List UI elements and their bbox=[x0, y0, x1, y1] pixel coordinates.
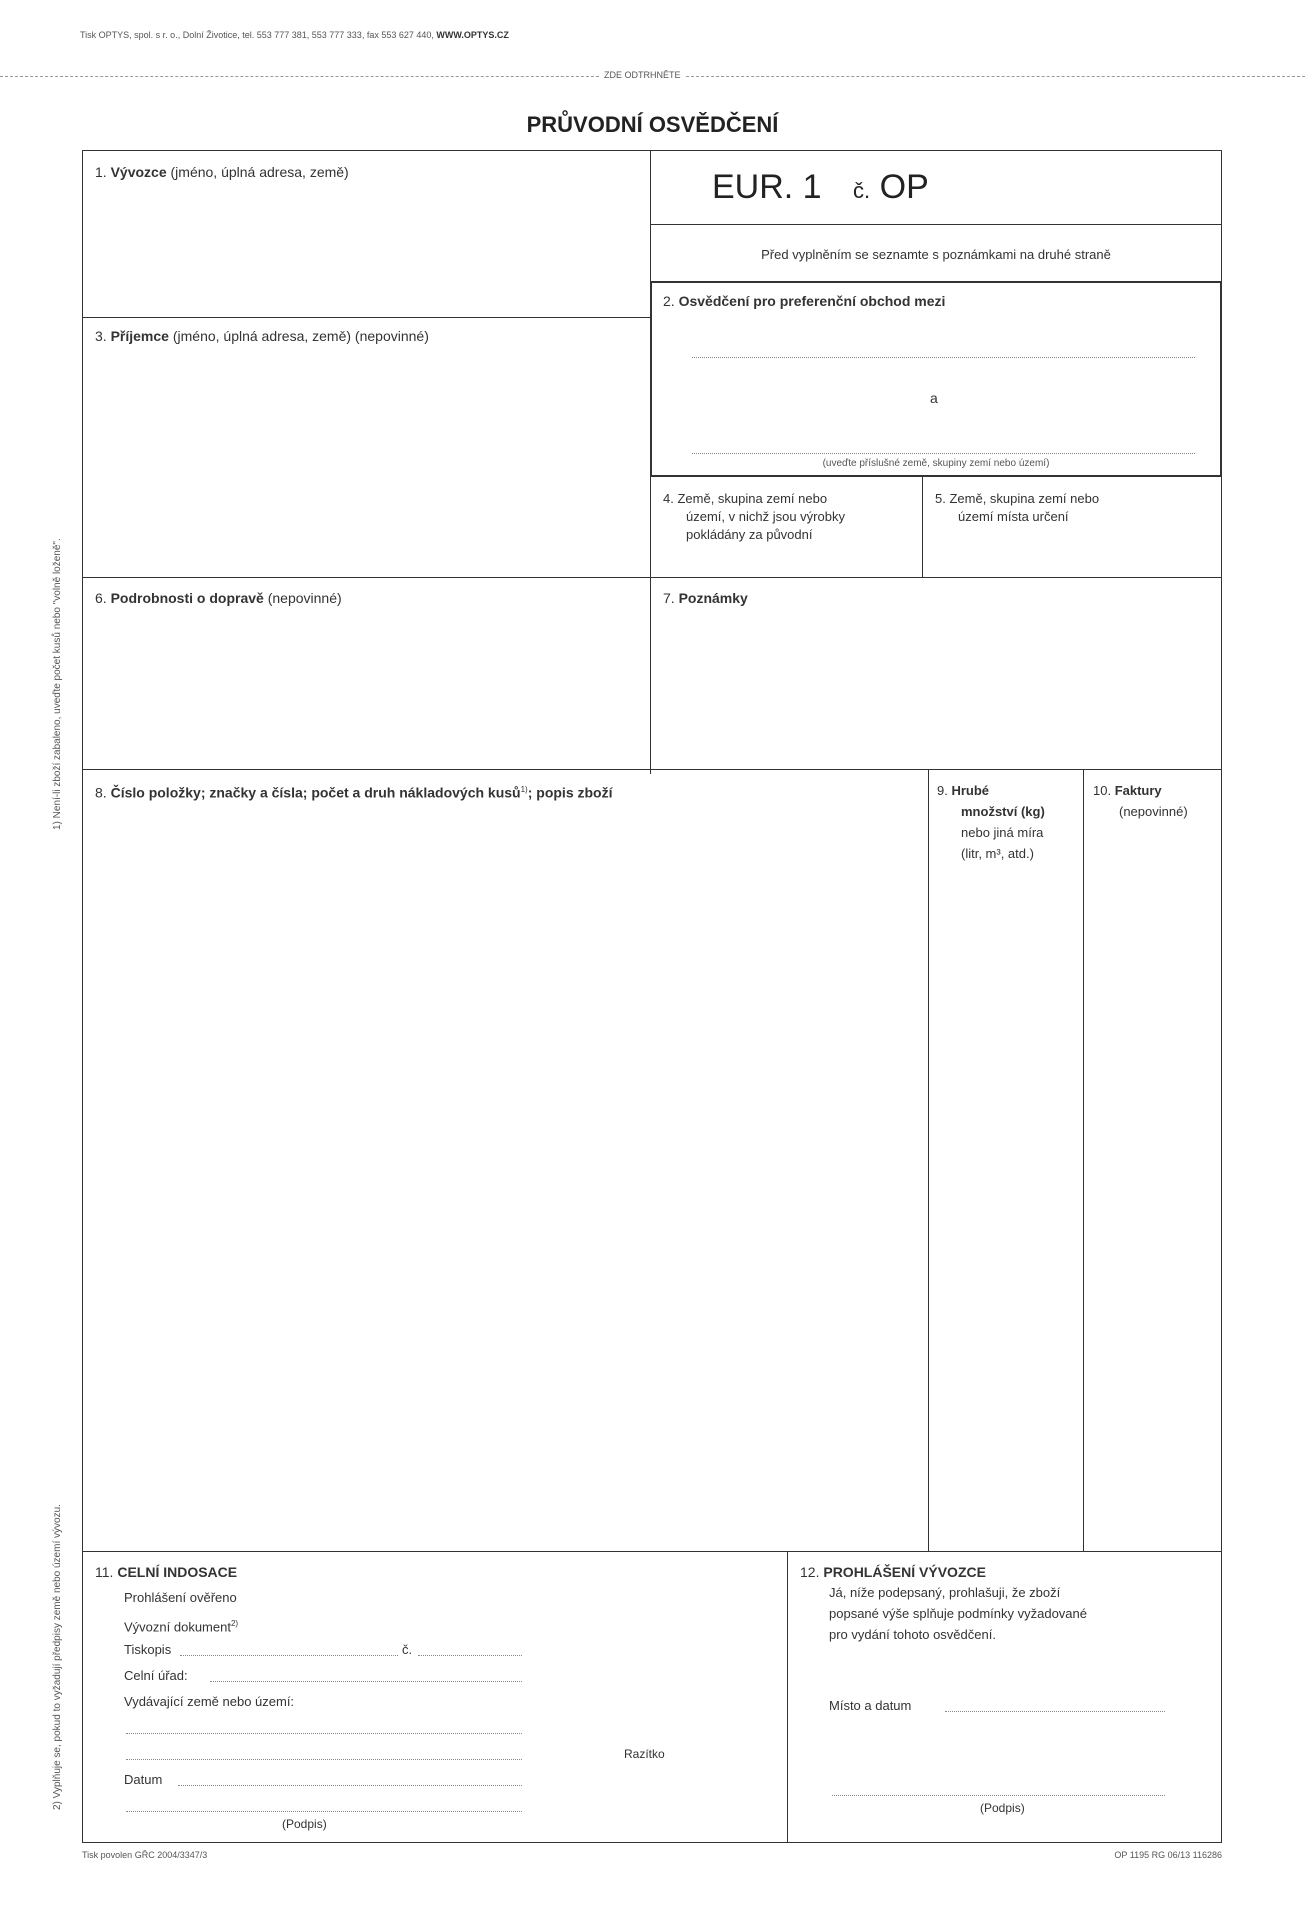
box11-export-doc bbox=[124, 1614, 238, 1637]
box4-text1: Země, skupina zemí nebo bbox=[677, 491, 828, 506]
divider bbox=[1083, 769, 1084, 1551]
box2-title: Osvědčení pro preferenční obchod mezi bbox=[678, 293, 946, 309]
box11-country-field-2[interactable] bbox=[126, 1759, 522, 1760]
printer-info bbox=[80, 30, 509, 40]
box4-text2: území, v nichž jsou výrobky bbox=[686, 509, 845, 524]
side-note-1: 1) Není-li zboží zabaleno, uveďte počet kusů nebo "volně loženě". bbox=[52, 538, 63, 830]
box9-title1: Hrubé bbox=[951, 783, 990, 798]
gross-mass-field[interactable] bbox=[930, 880, 1081, 1549]
divider bbox=[650, 577, 651, 769]
box10-label bbox=[1093, 780, 1188, 822]
box11-office-label: Celní úřad: bbox=[124, 1668, 188, 1683]
box8-num: 8. bbox=[95, 784, 107, 801]
note-before: Před vyplněním se seznamte s poznámkami na druhé straně bbox=[761, 247, 1111, 262]
box8-label bbox=[95, 780, 612, 803]
box12-declaration bbox=[829, 1582, 1087, 1645]
box11-signature-field[interactable] bbox=[126, 1811, 522, 1812]
box11-stamp: Razítko bbox=[624, 1747, 665, 1761]
box6-num: 6. bbox=[95, 590, 107, 606]
box12-l1: Já, níže podepsaný, prohlašuji, že zboží bbox=[829, 1585, 1061, 1600]
box4-num: 4. bbox=[663, 491, 674, 506]
eur1-heading bbox=[712, 168, 929, 207]
box11-no-field[interactable] bbox=[418, 1655, 522, 1656]
printer-text: Tisk OPTYS, spol. s r. o., Dolní Životice, tel. 553 777 381, 553 777 333, fax 553 627 440, bbox=[80, 30, 434, 40]
divider bbox=[82, 317, 650, 318]
form-title: PRŮVODNÍ OSVĚDČENÍ bbox=[526, 112, 779, 137]
box12-place-field[interactable] bbox=[945, 1711, 1165, 1712]
box4-label bbox=[663, 490, 845, 544]
box3-title: Příjemce bbox=[110, 328, 169, 344]
footer-right: OP 1195 RG 06/13 116286 bbox=[1114, 1850, 1222, 1860]
box2-hint: (uveďte příslušné země, skupiny zemí nebo území) bbox=[822, 458, 1050, 469]
box6-label bbox=[95, 588, 342, 608]
box9-title2: množství (kg) bbox=[961, 804, 1045, 819]
box11-form-label: Tiskopis bbox=[124, 1642, 172, 1657]
box1-rest: (jméno, úplná adresa, země) bbox=[170, 164, 349, 180]
box11-office-field[interactable] bbox=[210, 1681, 522, 1682]
box5-num: 5. bbox=[935, 491, 946, 506]
printer-web: WWW.OPTYS.CZ bbox=[436, 30, 509, 40]
box2-line2[interactable] bbox=[692, 453, 1195, 454]
box11-form-field[interactable] bbox=[180, 1655, 398, 1656]
box12-l3: pro vydání tohoto osvědčení. bbox=[829, 1627, 996, 1642]
box2-label bbox=[663, 291, 945, 311]
box11-country-field-1[interactable] bbox=[126, 1733, 522, 1734]
box10-num: 10. bbox=[1093, 783, 1112, 798]
box9-label bbox=[937, 780, 1045, 864]
box7-title: Poznámky bbox=[678, 590, 748, 606]
cislo-label: č. bbox=[853, 178, 871, 203]
box11-date-field[interactable] bbox=[178, 1785, 522, 1786]
box11-export-doc-text: Vývozní dokument bbox=[124, 1619, 231, 1635]
box12-place-label: Místo a datum bbox=[829, 1698, 912, 1713]
box5-label bbox=[935, 490, 1099, 526]
box12-label bbox=[800, 1562, 986, 1582]
op-label: OP bbox=[879, 168, 929, 206]
divider bbox=[82, 769, 1222, 770]
box11-label bbox=[95, 1562, 237, 1582]
box1-title: Vývozce bbox=[110, 164, 167, 180]
eur-label: EUR. 1 bbox=[712, 168, 822, 206]
box9-line3: nebo jiná míra bbox=[961, 825, 1044, 840]
box7-label bbox=[663, 588, 748, 608]
box7-num: 7. bbox=[663, 590, 675, 606]
transport-field[interactable] bbox=[84, 612, 648, 767]
box12-l2: popsané výše splňuje podmínky vyžadované bbox=[829, 1606, 1087, 1621]
box11-num: 11. bbox=[95, 1564, 114, 1580]
box11-country-label: Vydávající země nebo území: bbox=[124, 1694, 295, 1709]
divider bbox=[787, 1551, 788, 1843]
side-note-2: 2) Vyplňuje se, pokud to vyžadují předpisy země nebo území vývozu. bbox=[52, 1504, 63, 1810]
box8-title: Číslo položky; značky a čísla; počet a druh nákladových kusů bbox=[110, 784, 521, 801]
divider bbox=[650, 224, 1222, 225]
box2-num: 2. bbox=[663, 293, 675, 309]
tear-label: ZDE ODTRHNĚTE bbox=[600, 70, 685, 80]
box3-num: 3. bbox=[95, 328, 107, 344]
box11-export-doc-sup: 2) bbox=[230, 1619, 239, 1628]
box6-title: Podrobnosti o dopravě bbox=[110, 590, 264, 606]
box8-sup: 1) bbox=[520, 785, 528, 794]
box12-sign: (Podpis) bbox=[980, 1801, 1025, 1815]
box12-title: PROHLÁŠENÍ VÝVOZCE bbox=[823, 1564, 986, 1580]
box11-no-label: č. bbox=[402, 1642, 413, 1657]
box5-text1: Země, skupina zemí nebo bbox=[949, 491, 1100, 506]
footer-left: Tisk povolen GŘC 2004/3347/3 bbox=[82, 1850, 208, 1860]
box4-text3: pokládány za původní bbox=[686, 527, 813, 542]
box10-rest: (nepovinné) bbox=[1119, 804, 1188, 819]
remarks-field[interactable] bbox=[652, 612, 1220, 767]
divider bbox=[82, 577, 1222, 578]
box1-label bbox=[95, 162, 349, 182]
box11-sign: (Podpis) bbox=[282, 1817, 327, 1831]
box3-rest: (jméno, úplná adresa, země) (nepovinné) bbox=[172, 328, 429, 344]
box5-text2: území místa určení bbox=[958, 509, 1069, 524]
box12-signature-field[interactable] bbox=[832, 1795, 1165, 1796]
divider bbox=[922, 477, 923, 577]
exporter-field[interactable] bbox=[84, 190, 648, 315]
box10-title: Faktury bbox=[1114, 783, 1162, 798]
box6-rest: (nepovinné) bbox=[267, 590, 342, 606]
invoices-field[interactable] bbox=[1085, 830, 1220, 1549]
box8-rest: ; popis zboží bbox=[527, 784, 613, 801]
box2-line1[interactable] bbox=[692, 357, 1195, 358]
consignee-field[interactable] bbox=[84, 352, 648, 574]
box2-a: a bbox=[930, 390, 938, 406]
divider bbox=[928, 769, 929, 1551]
box11-date-label: Datum bbox=[124, 1772, 163, 1787]
divider bbox=[82, 1551, 1222, 1552]
box12-num: 12. bbox=[800, 1564, 820, 1580]
box3-label bbox=[95, 326, 429, 346]
box9-line4: (litr, m³, atd.) bbox=[961, 846, 1034, 861]
box11-verified: Prohlášení ověřeno bbox=[124, 1590, 237, 1605]
goods-description-field[interactable] bbox=[84, 806, 926, 1549]
box11-title: CELNÍ INDOSACE bbox=[117, 1564, 238, 1580]
box9-num: 9. bbox=[937, 783, 948, 798]
box1-num: 1. bbox=[95, 164, 107, 180]
